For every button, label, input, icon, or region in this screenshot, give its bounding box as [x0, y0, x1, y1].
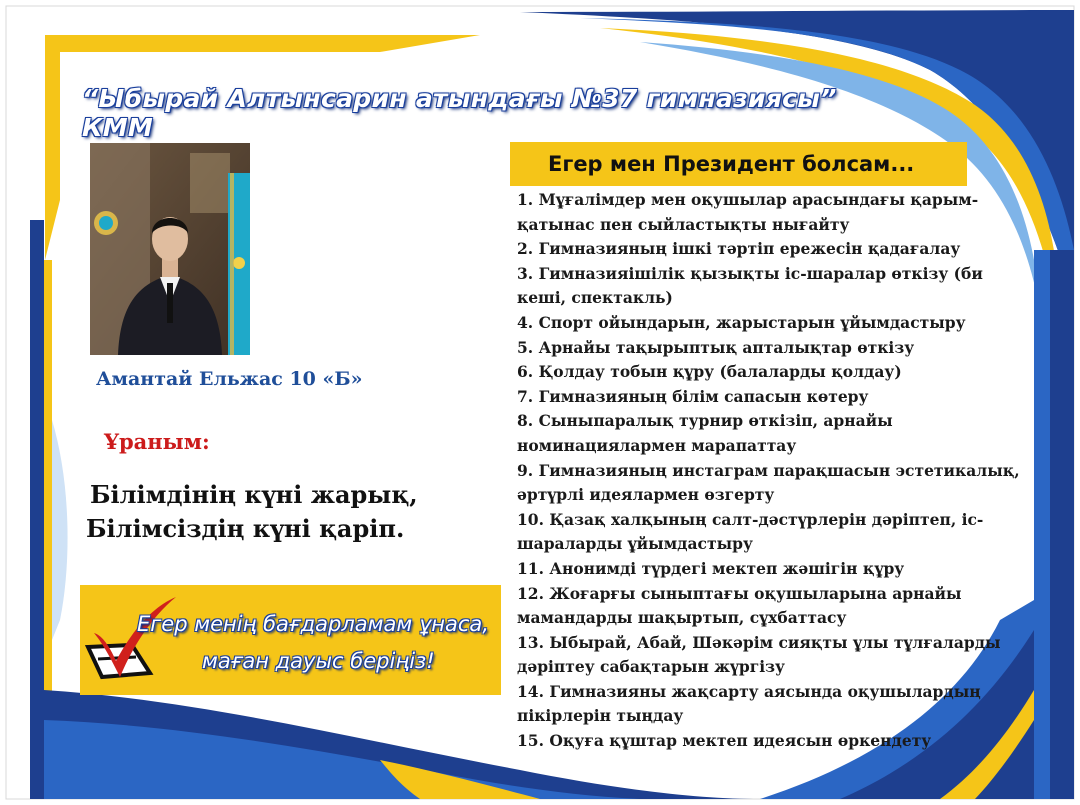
- program-item: 1. Мұғалімдер мен оқушылар арасындағы қарым-: [517, 190, 979, 209]
- vote-appeal-line-2: маған дауыс беріңіз!: [202, 649, 435, 673]
- program-item: 3. Гимназияішілік қызықты іс-шаралар өткізу (би: [517, 263, 983, 283]
- program-item: 15. Оқуға құштар мектеп идеясын өркендету: [517, 731, 932, 751]
- program-item: 13. Ыбырай, Абай, Шәкәрім сияқты ұлы тұлғаларды: [517, 632, 1001, 652]
- program-item: 6. Қолдау тобын құру (балаларды қолдау): [517, 362, 902, 382]
- program-item: 7. Гимназияның білім сапасын көтеру: [517, 386, 869, 406]
- program-title: Егер мен Президент болсам...: [510, 142, 967, 186]
- program-item: шараларды ұйымдастыру: [517, 534, 753, 554]
- student-photo: [90, 143, 250, 355]
- program-item: мамандарды шақыртып, сұхбаттасу: [517, 608, 847, 628]
- slogan-line-1: Білімдінің күні жарық,: [90, 480, 418, 509]
- program-item: 4. Спорт ойындарын, жарыстарын ұйымдастыру: [517, 312, 966, 332]
- ballot-checkmark-icon: [80, 585, 501, 695]
- vote-appeal-line-1: Егер менің бағдарламам ұнаса,: [137, 612, 489, 636]
- school-title: “Ыбырай Алтынсарин атындағы №37 гимназиясы” КММ: [82, 84, 837, 142]
- slogan-label: Ұраным:: [104, 429, 210, 454]
- program-item: дәріптеу сабақтарын жүргізу: [517, 657, 785, 677]
- program-item: 14. Гимназияны жақсарту аясында оқушылардың: [517, 681, 981, 701]
- program-item: 10. Қазақ халқының салт-дәстүрлерін дәріптеп, іс-: [517, 509, 984, 529]
- vote-banner: [80, 585, 501, 695]
- program-item: 8. Сыныпаралық турнир өткізіп, арнайы: [517, 411, 893, 431]
- program-item: пікірлерін тыңдау: [517, 706, 684, 726]
- program-item: 2. Гимназияның ішкі тәртіп ережесін қадағалау: [517, 239, 961, 259]
- slogan-line-2: Білімсіздің күні қаріп.: [86, 514, 405, 543]
- program-item: әртүрлі идеялармен өзгерту: [517, 485, 775, 505]
- program-item: кеші, спектакль): [517, 288, 673, 308]
- program-list: [517, 188, 1037, 754]
- program-item: 11. Анонимді түрдегі мектеп жәшігін құру: [517, 558, 905, 578]
- program-item: 12. Жоғарғы сыныптағы оқушыларына арнайы: [517, 583, 962, 603]
- program-item: қатынас пен сыйластықты нығайту: [517, 214, 850, 234]
- program-item: 5. Арнайы тақырыптық апталықтар өткізу: [517, 337, 915, 357]
- program-item: номинациялармен марапаттау: [517, 435, 797, 455]
- student-name: Амантай Ельжас 10 «Б»: [96, 368, 363, 390]
- program-item: 9. Гимназияның инстаграм парақшасын эстетикалық,: [517, 460, 1020, 480]
